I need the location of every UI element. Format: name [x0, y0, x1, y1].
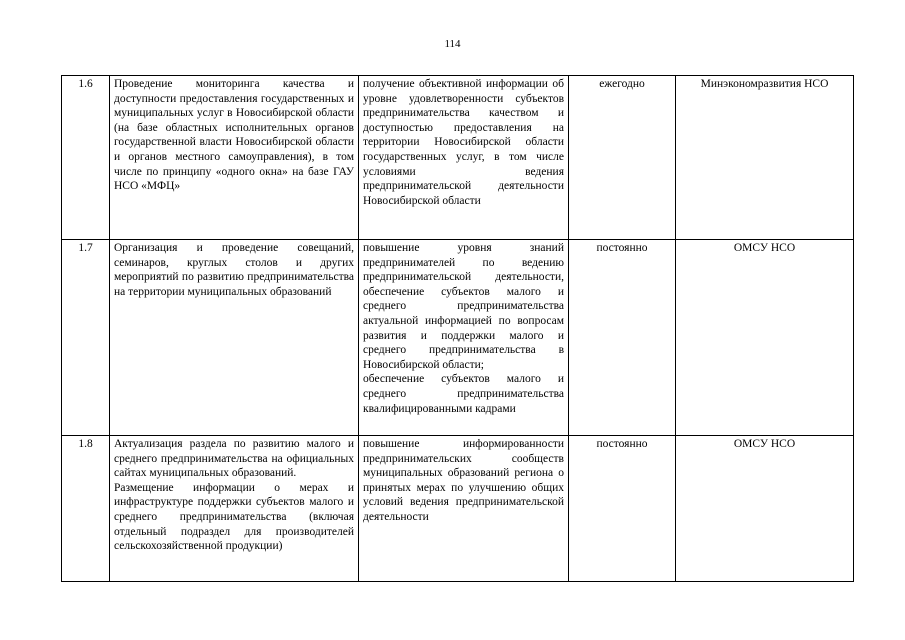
row-number-cell: 1.6	[62, 76, 110, 240]
executor-cell: ОМСУ НСО	[676, 436, 854, 582]
result-cell	[359, 240, 569, 436]
event-cell	[110, 76, 359, 240]
term-cell: постоянно	[569, 436, 676, 582]
row-number-cell: 1.8	[62, 436, 110, 582]
event-text: Проведение мониторинга качества и доступности предоставления государственных и муниципальных услуг в Новосибирской области (на базе областных исполнительных органов государственной власти Новосибирской области и органов местного самоуправления), в том числе по принципу «одного окна» на базе ГАУ НСО «МФЦ»	[114, 78, 354, 193]
table-row	[62, 436, 854, 582]
table-row	[62, 240, 854, 436]
result-cell	[359, 76, 569, 240]
event-text: Организация и проведение совещаний, семинаров, круглых столов и других мероприятий по развитию предпринимательства на территории муниципальных образований	[114, 242, 354, 298]
result-text: получение объективной информации об уровне удовлетворенности субъектов предпринимательства качеством и доступностью предоставления на территории Новосибирской области государственных услуг, в том числе условиями ведения предпринимательской деятельности Новосибирской области	[363, 78, 564, 207]
result-text: повышение информированности предпринимательских сообществ муниципальных образований региона о принятых мерах по улучшению общих условий ведения предпринимательской деятельности	[363, 438, 564, 523]
event-cell	[110, 240, 359, 436]
term-cell: постоянно	[569, 240, 676, 436]
table-row	[62, 76, 854, 240]
result-cell	[359, 436, 569, 582]
page-number: 114	[444, 38, 461, 50]
event-text: Актуализация раздела по развитию малого и среднего предпринимательства на официальных сайтах муниципальных образований.	[114, 438, 354, 480]
result-text: обеспечение субъектов малого и среднего предпринимательства квалифицированными кадрами	[363, 373, 564, 415]
result-text: повышение уровня знаний предпринимателей по ведению предпринимательской деятельности, обеспечение субъектов малого и среднего предпринимательства актуальной информацией по вопросам развития и поддержки малого и среднего предпринимательства в Новосибирской области;	[363, 242, 564, 371]
event-text: Размещение информации о мерах и инфраструктуре поддержки субъектов малого и среднего предпринимательства (включая отдельный подраздел для производителей сельскохозяйственной продукции)	[114, 481, 354, 553]
executor-cell: Минэкономразвития НСО	[676, 76, 854, 240]
activities-table	[61, 75, 854, 582]
executor-cell: ОМСУ НСО	[676, 240, 854, 436]
term-cell: ежегодно	[569, 76, 676, 240]
event-cell	[110, 436, 359, 582]
row-number-cell: 1.7	[62, 240, 110, 436]
